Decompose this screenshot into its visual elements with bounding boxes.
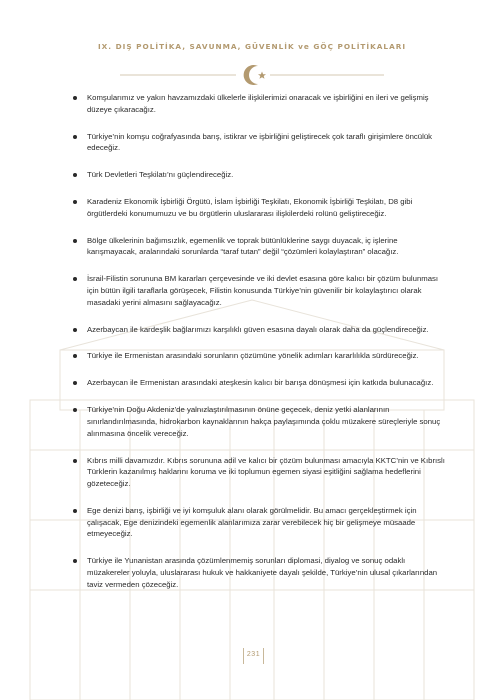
list-item <box>65 169 447 181</box>
list-item <box>65 273 447 308</box>
list-item-text: İsrail-Filistin sorununa BM kararları çerçevesinde ve iki devlet esasına göre kalıcı bir çözüm bulunması için bütün ilgili taraflarla görüşecek, Filistin konusunda Türkiye’nin güvenilir bir kolaylaştırıcı olarak masadaki yerini almasını sağlayacağız. <box>87 274 439 307</box>
bullet-icon <box>73 459 77 463</box>
bullet-icon <box>73 381 77 385</box>
list-item-text: Türkiye’nin Doğu Akdeniz’de yalnızlaştırılmasının önüne geçecek, deniz yetki alanlarının sınırlandırılmasında, hidrokarbon kaynaklarının hakça paylaşımında çoklu müzakere süreçleriyle sonuç alınmasına öncelik vereceğiz. <box>87 405 441 438</box>
list-item-text: Azerbaycan ile Ermenistan arasındaki ateşkesin kalıcı bir barışa dönüşmesi için katkıda bulunacağız. <box>87 378 434 388</box>
bullet-icon <box>73 328 77 332</box>
bullet-list <box>65 92 447 605</box>
bullet-icon <box>73 239 77 243</box>
list-item <box>65 131 447 154</box>
bullet-icon <box>73 559 77 563</box>
list-item <box>65 324 447 336</box>
list-item-text: Türk Devletleri Teşkilatı’nı güçlendireceğiz. <box>87 170 234 180</box>
list-item-text: Azerbaycan ile kardeşlik bağlarımızı karşılıklı güven esasına dayalı olarak daha da güçlendireceğiz. <box>87 324 429 334</box>
list-item <box>65 455 447 490</box>
list-item <box>65 350 447 362</box>
list-item-text: Bölge ülkelerinin bağımsızlık, egemenlik ve toprak bütünlüklerine saygı duyacak, iç işlerine karışmayacak, aralarındaki sorunlarda “taraf tutan” değil “çözümleri kolaylaştıran” olacağız. <box>87 235 399 257</box>
list-item <box>65 377 447 389</box>
chapter-title: IX. DIŞ POLİTİKA, SAVUNMA, GÜVENLİK ve GÖÇ POLİTİKALARI <box>97 42 407 51</box>
bullet-icon <box>73 173 77 177</box>
list-item <box>65 92 447 115</box>
page-number: 231 <box>246 651 261 658</box>
list-item-text: Ege denizi barış, işbirliği ve iyi komşuluk alanı olarak görülmelidir. Bu amacı gerçekleştirmek için çalışacak, Ege denizindeki egemenlik alanlarımıza zarar verebilecek hiç bir gelişmeye müsaade etmeyeceğiz. <box>87 505 417 539</box>
bullet-icon <box>73 200 77 204</box>
crescent-star-icon <box>244 65 266 85</box>
list-item <box>65 404 447 439</box>
list-item <box>65 555 447 590</box>
bullet-icon <box>73 509 77 513</box>
list-item-text: Türkiye ile Yunanistan arasında çözümlenmemiş sorunları diplomasi, diyalog ve sonuç odaklı müzakereler yoluyla, uluslararası hukuk ve hakkaniyete dayalı şekilde, Türkiye’nin ulusal çıkarlarından taviz vermeden çözeceğiz. <box>87 556 438 589</box>
list-item-text: Türkiye ile Ermenistan arasındaki sorunların çözümüne yönelik adımları kararlılıkla sürdüreceğiz. <box>87 351 419 361</box>
bullet-icon <box>73 354 77 358</box>
header-ornament <box>0 60 504 90</box>
bullet-icon <box>73 96 77 100</box>
list-item <box>65 196 447 219</box>
bullet-icon <box>73 277 77 281</box>
list-item <box>65 235 447 258</box>
list-item-text: Komşularımız ve yakın havzamızdaki ülkelerle ilişkilerimizi onaracak ve işbirliğini en ileri ve gelişmiş düzeye çıkaracağız. <box>87 93 429 114</box>
bullet-icon <box>73 135 77 139</box>
list-item-text: Karadeniz Ekonomik İşbirliği Örgütü, İslam İşbirliği Teşkilatı, Ekonomik İşbirliği Teşkilatı, D8 gibi örgütlerdeki konumumuzu ve bu örgütlerin uluslararası ilişkilerdeki rolünü geliştireceğiz. <box>87 197 413 218</box>
list-item-text: Türkiye’nin komşu coğrafyasında barış, istikrar ve işbirliğini geliştirecek çok taraflı girişimlere öncülük edeceğiz. <box>87 131 432 153</box>
bullet-icon <box>73 408 77 412</box>
list-item-text: Kıbrıs milli davamızdır. Kıbrıs sorununa adil ve kalıcı bir çözüm bulunması amacıyla KKTC’nin ve Kıbrıslı Türklerin kazanılmış haklarını koruma ve iki toplumun egemen siyasi eşitliğini sağlama hedeflerini gözeteceğiz. <box>87 455 445 488</box>
list-item <box>65 505 447 540</box>
